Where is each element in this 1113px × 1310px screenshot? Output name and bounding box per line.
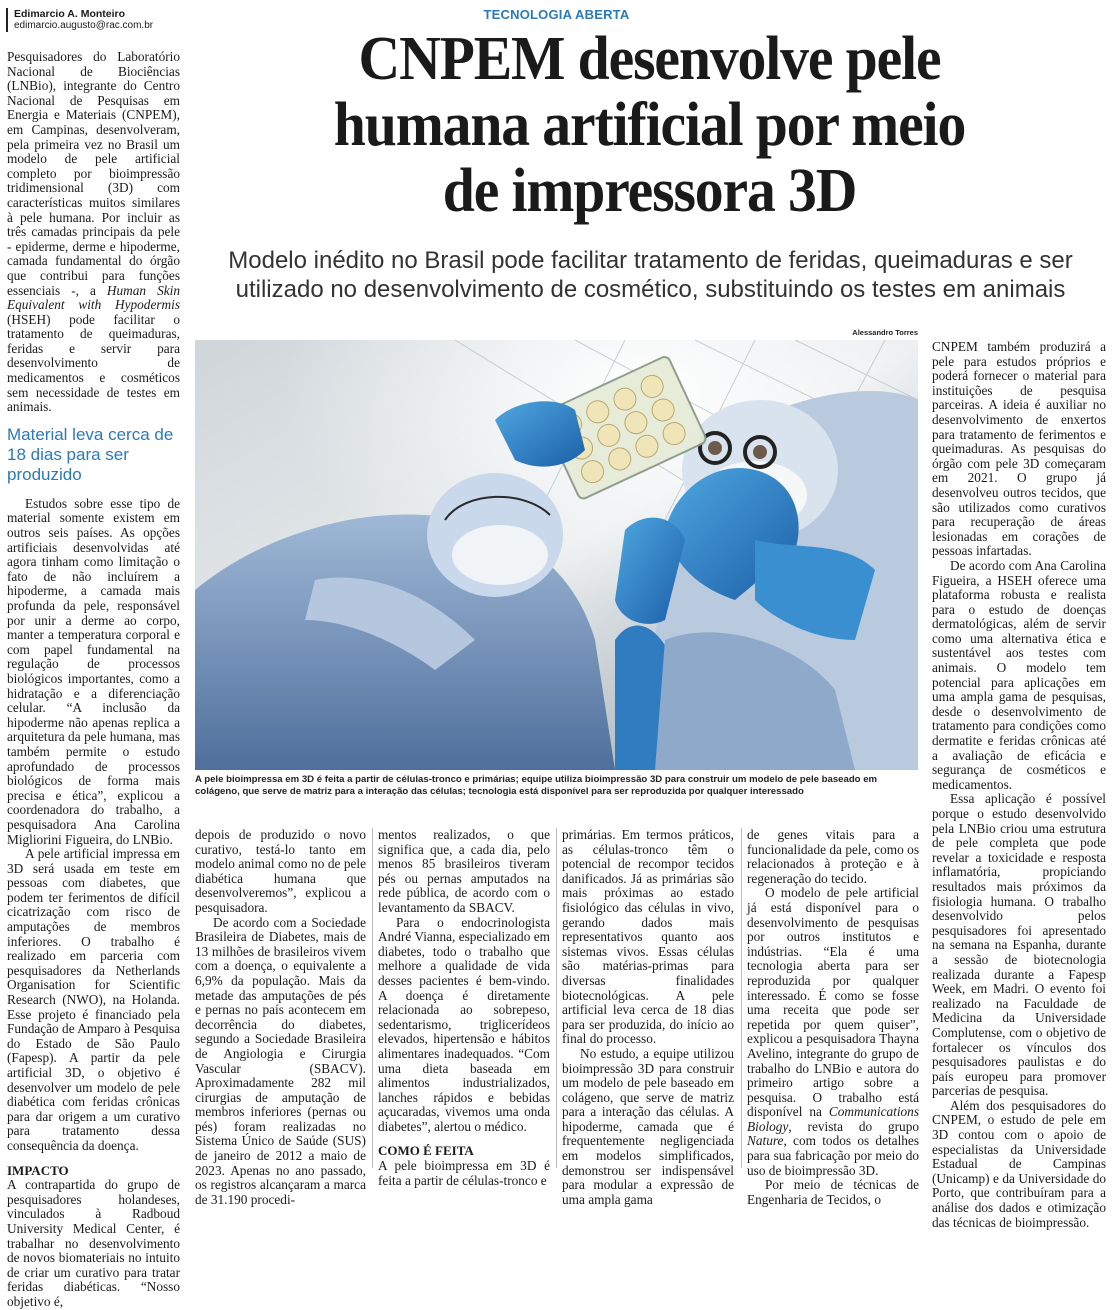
- column-divider: [741, 828, 742, 1168]
- paragraph: A pele artificial impressa em 3D será usada em teste em pessoas com diabetes, que podem ter ferimentos de difícil cicatrização com risco de amputações de membros inferiores. O trabalho é realizado em parceria com pesquisadores da Netherlands Organisation for Scientific Research (NWO), na Holanda. Esse projeto é financiado pela Fundação de Amparo à Pesquisa do Estado de São Paulo (Fapesp). A partir da pele artificial 3D, o objetivo é desenvolver um modelo de pele diabética com feridas crônicas para dar origem a um curativo para tratamento dessa consequência da doença.: [7, 846, 180, 1153]
- article-photo: [195, 340, 918, 770]
- paragraph: mentos realizados, o que significa que, a cada dia, pelo menos 85 brasileiros tiveram pés ou pernas amputados na rede pública, de acordo com o levantamento da SBACV.: [378, 827, 550, 915]
- paragraph: Para o endocrinologista André Vianna, especializado em diabetes, todo o trabalho que melhore a qualidade de vida desses pacientes é bem-vindo. A doença é diretamente relacionada ao sobrepeso, sedentarismo, triglicerídeos elevados, hipertensão e hábitos alimentares inadequados. “Com uma dieta baseada em alimentos industrializados, lanches rápidos e bebidas açucaradas, vivemos uma onda diabetes”, alertou o médico.: [378, 914, 550, 1134]
- headline-line: CNPEM desenvolve pele: [358, 25, 941, 93]
- paragraph: No estudo, a equipe utilizou bioimpressão 3D para construir um modelo de pele baseado em colágeno, que serve de matriz para a interação das células. A hipoderme, camada que é frequentemente negligenciada em modelos simplificados, demonstrou ser indispensável para modular a expressão de uma ampla gama: [562, 1045, 734, 1207]
- deck-subtitle: [190, 246, 1111, 304]
- text-run: O modelo de pele artificial já está disponível para o desenvolvimento de pesquisas por outros institutos e indústrias. “Ela é uma tecnologia aberta para ser reproduzida por qualquer interessado. É como se fosse uma receita que pode ser repetida por quem quiser”, explicou a pesquisadora Thayna Avelino, integrante do grupo de trabalho do LNBio e autora do primeiro artigo sobre a pesquisa. O trabalho está disponível na: [747, 885, 919, 1120]
- paragraph: Por meio de técnicas de Engenharia de Tecidos, o: [747, 1177, 919, 1207]
- article-column-bottom-3: [562, 827, 734, 1207]
- paragraph: Essa aplicação é possível porque o estudo desenvolvido pela LNBio criou uma estrutura de pele completa que pode revelar a toxicidade e resposta inflamatória, propiciando resultados mais próximos da fisiologia humana. O trabalho desenvolvido pelos pesquisadores foi apresentado na semana na Espanha, durante a sessão de biotecnologia realizada durante a Fapesp Week, em Madri. O evento foi realizado na Faculdade de Medicina da Universidade Complutense, com o objetivo de fortalecer os vínculos dos pesquisadores paulistas e do país europeu para promover parcerias de pesquisa.: [932, 791, 1106, 1099]
- article-column-bottom-2: [378, 827, 550, 1188]
- paragraph: Além dos pesquisadores do CNPEM, o estudo de pele em 3D contou com o apoio de especialistas da Universidade Estadual de Campinas (Unicamp) e da Universidade do Porto, que contribuíram para a análise dos dados e otimização das técnicas de bioimpressão.: [932, 1097, 1106, 1230]
- photo-credit: Alessandro Torres: [852, 328, 918, 337]
- headline-line: humana artificial por meio: [333, 91, 966, 159]
- paragraph: De acordo com a Sociedade Brasileira de Diabetes, mais de 13 milhões de brasileiros vivem com a doença, o equivalente a 6,9% da população. Mais da metade das amputações de pés e pernas no país acontecem em decorrência do diabetes, segundo a Sociedade Brasileira de Angiologia e Cirurgia Vascular (SBACV). Aproximadamente 282 mil cirurgias de amputação de membros inferiores (pernas ou pés) foram realizadas no Sistema Único de Saúde (SUS) de janeiro de 2012 a maio de 2023. Apenas no ano passado, os registros alcançaram a marca de 31.190 procedi-: [195, 914, 366, 1207]
- paragraph: depois de produzido o novo curativo, testá-lo tanto em modelo animal como no de pele diabética humana que desenvolveremos”, explicou a pesquisadora.: [195, 827, 366, 915]
- paragraph: Estudos sobre esse tipo de material somente existem em outros seis países. As opções artificiais desenvolvidas até agora tinham como limitação o fato de não incluírem a hipoderme, a camada mais profunda da pele, responsável por unir a derme ao corpo, manter a temperatura corporal e com papel fundamental na regulação de processos biológicos importantes, como a hidratação e a diferenciação celular. “A inclusão da hipoderme não apenas replica a arquitetura da pele humana, mas também permite o estudo aprofundado de processos biológicos de forma mais precisa e ética”, explicou a coordenadora do trabalho, a pesquisadora Ana Carolina Migliorini Figueira, do LNBio.: [7, 495, 180, 847]
- article-column-bottom-1: [195, 827, 366, 1207]
- headline: [228, 26, 1072, 224]
- section-kicker: TECNOLOGIA ABERTA: [483, 7, 630, 22]
- lead-paragraph: [7, 50, 180, 415]
- headline-line: de impressora 3D: [442, 157, 857, 225]
- photo-caption: A pele bioimpressa em 3D é feita a partir de células-tronco e primárias; equipe utiliza bioimpressão 3D para construir um modelo de pele baseado em colágeno, que serve de matriz para a interação das células; tecnologia está disponível para ser reproduzida por qualquer interessado: [195, 774, 878, 797]
- emphasis-text: Nature: [747, 1133, 784, 1149]
- text-run: (HSEH) pode facilitar o tratamento de queimaduras, feridas e servir para desenvolvimento de medicamentos e cosméticos sem necessidade de testes em animais.: [7, 311, 180, 415]
- section-heading: IMPACTO: [7, 1162, 69, 1178]
- paragraph: A contrapartida do grupo de pesquisadores holandeses, vinculados à Radboud University Medical Center, é trabalhar no desenvolvimento de novos biomateriais no intuito de criar um curativo para tratar feridas diabéticas. “Nosso objetivo é,: [7, 1177, 180, 1309]
- deck-line: Modelo inédito no Brasil pode facilitar tratamento de feridas, queimaduras e ser: [228, 247, 1073, 274]
- paragraph: [747, 886, 919, 1178]
- paragraph: de genes vitais para a funcionalidade da pele, como os relacionados à proteção e à regeneração do tecido.: [747, 827, 919, 886]
- emphasis-text: Communications Biology: [747, 1104, 919, 1134]
- column-divider: [556, 828, 557, 1168]
- article-column-left: [7, 49, 180, 1309]
- article-column-bottom-4: [747, 827, 919, 1207]
- emphasis-text: Human Skin Equivalent with Hypodermis: [7, 282, 180, 313]
- text-run: Pesquisadores do Laboratório Nacional de Biociências (LNBio), integrante do Centro Nacional de Pesquisas em Energia e Materiais (CNPEM), em Campinas, desenvolveram, pela primeira vez no Brasil um modelo de pele artificial completo por bioimpressão tridimensional (3D) com características muitos similares à pele humana. Por incluir as três camadas principais da pele - epiderme, derme e hipoderme, camada fundamental do órgão que contribui para funções essenciais -, a: [7, 49, 180, 298]
- author-name: Edimarcio A. Monteiro: [14, 8, 126, 20]
- paragraph: primárias. Em termos práticos, as células-tronco têm o potencial de recompor tecidos danificados. Já as primárias são mais próximas ao estado fisiológico das células in vivo, gerando dados mais representativos quanto aos sistemas vivos. Essas células são matérias-primas para diversas finalidades biotecnológicas. A pele artificial leva cerca de 18 dias para ser produzida, do início ao final do processo.: [562, 827, 734, 1047]
- deck-line: utilizado no desenvolvimento de cosmético, substituindo os testes em animais: [235, 276, 1066, 303]
- paragraph: De acordo com Ana Carolina Figueira, a HSEH oferece uma plataforma robusta e realista para o estudo de doenças dermatológicas, além de servir como uma alternativa ética e sustentável aos testes com animais. O modelo tem potencial para aplicações em uma ampla gama de pesquisas, desde o desenvolvimento de tratamento para condições como dermatite e feridas crônicas até a avaliação de eficácia e segurança de cosméticos e medicamentos.: [932, 557, 1106, 792]
- lab-photo-illustration: [195, 340, 918, 770]
- author-email[interactable]: edimarcio.augusto@rac.com.br: [14, 20, 154, 32]
- text-run: , com todos os detalhes para sua fabricação por meio do uso de bioimpressão 3D.: [747, 1133, 919, 1178]
- section-heading: COMO É FEITA: [378, 1143, 474, 1159]
- intertitle: Material leva cerca de 18 dias para ser produzido: [7, 424, 174, 484]
- paragraph: A pele bioimpressa em 3D é feita a partir de células-tronco e: [378, 1158, 550, 1188]
- column-divider: [372, 828, 373, 1168]
- text-run: , revista do grupo: [788, 1118, 919, 1134]
- paragraph: CNPEM também produzirá a pele para estudos próprios e poderá fornecer o material para instituições de pesquisa parceiras. A ideia é auxiliar no desenvolvimento de enxertos para tratamento de ferimentos e queimaduras. As pesquisas do órgão com pele 3D começaram em 2021. O grupo já desenvolveu outros tecidos, que são utilizados como curativos para recuperação de áreas lesionadas em corações de pessoas infartadas.: [932, 339, 1106, 559]
- article-column-right: [932, 339, 1106, 1230]
